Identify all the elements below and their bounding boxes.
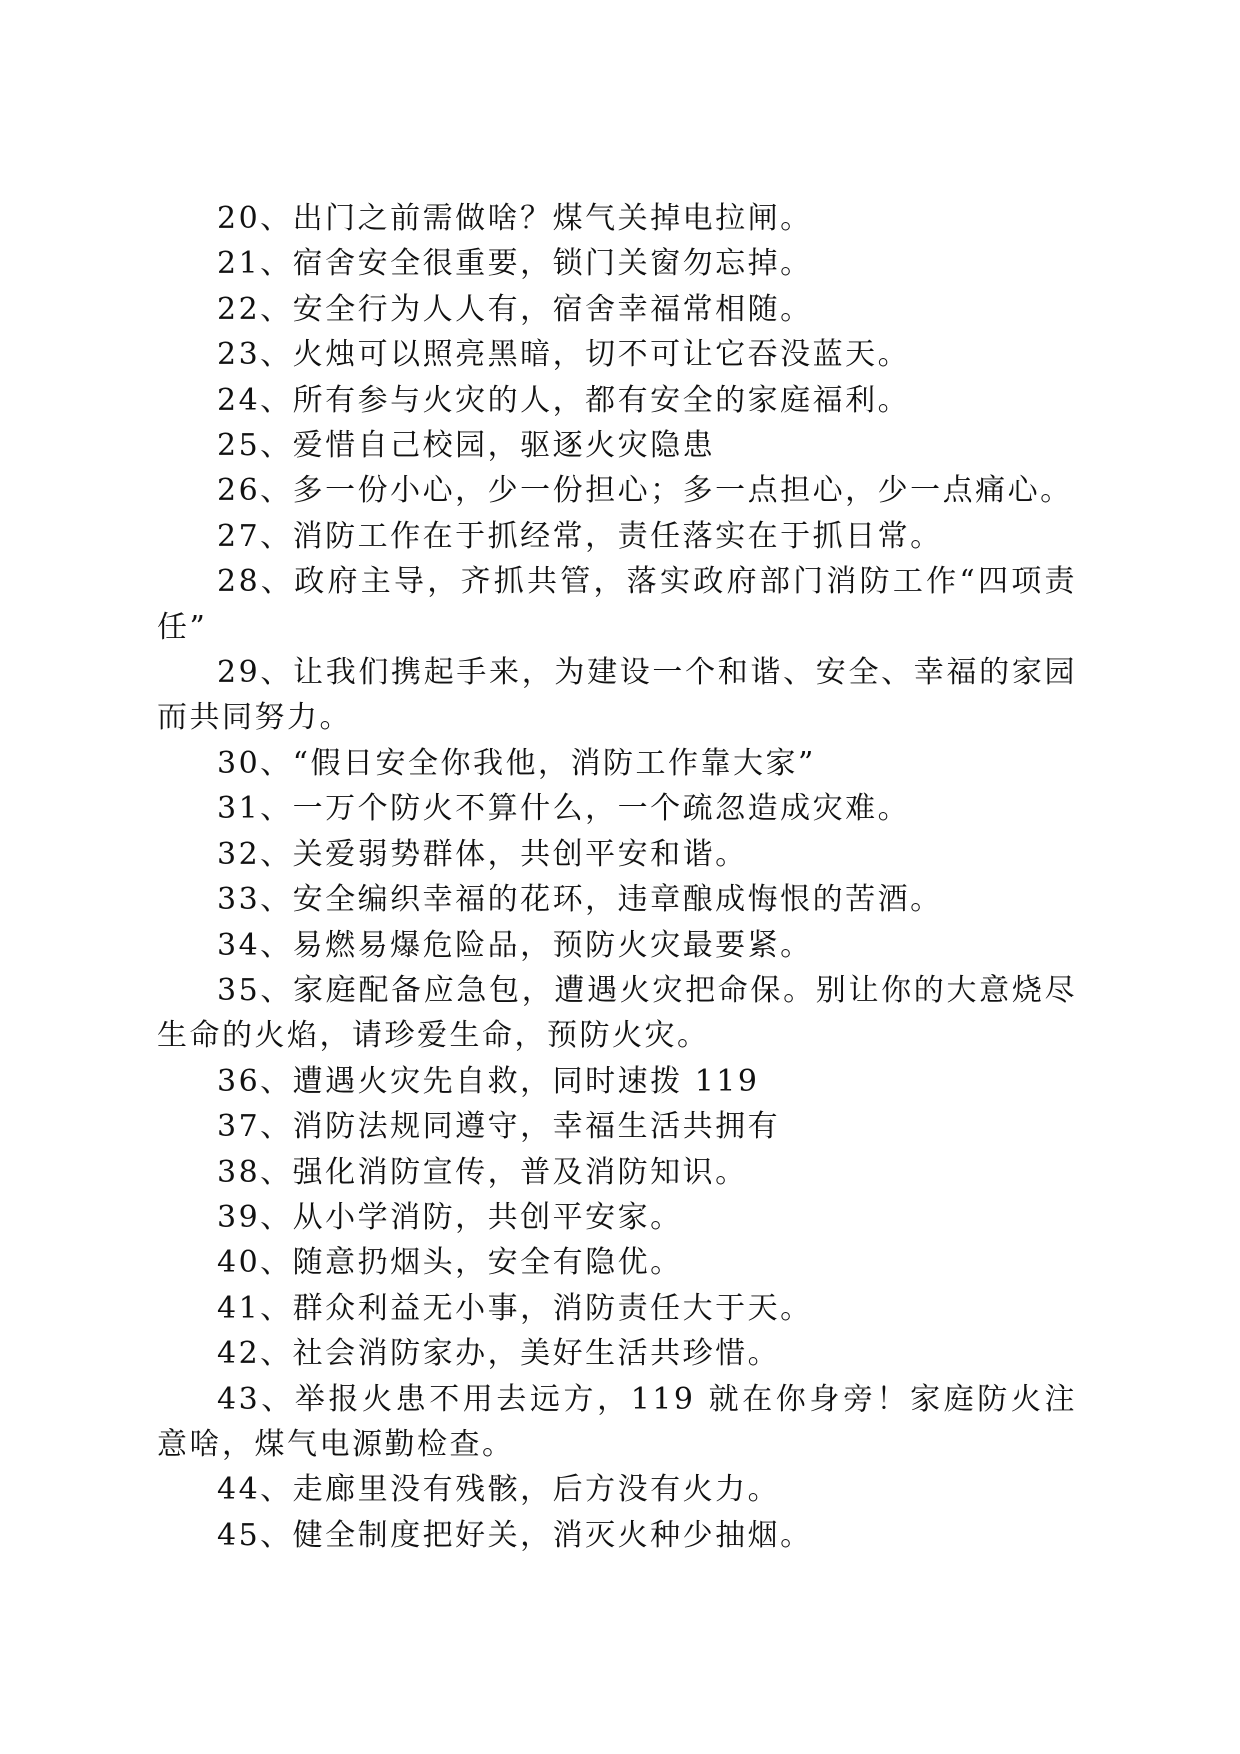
slogan-34: 34、易燃易爆危险品，预防火灾最要紧。 <box>217 927 813 963</box>
slogan-28: 28、政府主导，齐抓共管，落实政府部门消防工作“四项责任” <box>157 564 1077 645</box>
slogan-22: 22、安全行为人人有，宿舍幸福常相随。 <box>217 291 813 327</box>
slogan-35: 35、家庭配备应急包，遭遇火灾把命保。别让你的大意烧尽生命的火焰，请珍爱生命，预防火灾。 <box>157 972 1077 1054</box>
slogan-21: 21、宿舍安全很重要，锁门关窗勿忘掉。 <box>217 246 813 282</box>
slogan-33: 33、安全编织幸福的花环，违章酿成悔恨的苦酒。 <box>217 882 943 918</box>
slogan-25: 25、爱惜自己校园，驱逐火灾隐患 <box>217 428 716 464</box>
slogan-40: 40、随意扔烟头，安全有隐优。 <box>217 1245 683 1281</box>
slogan-32: 32、关爱弱势群体，共创平安和谐。 <box>217 836 748 872</box>
slogan-45: 45、健全制度把好关，消灭火种少抽烟。 <box>217 1517 813 1553</box>
slogan-29: 29、让我们携起手来，为建设一个和谐、安全、幸福的家园而共同努力。 <box>157 655 1077 736</box>
slogan-20: 20、出门之前需做啥？煤气关掉电拉闸。 <box>217 201 813 236</box>
slogan-41: 41、群众利益无小事，消防责任大于天。 <box>217 1290 813 1326</box>
slogan-27: 27、消防工作在于抓经常，责任落实在于抓日常。 <box>217 518 943 554</box>
slogan-37: 37、消防法规同遵守，幸福生活共拥有 <box>217 1109 781 1145</box>
slogan-36: 36、遭遇火灾先自救，同时速拨 119 <box>217 1063 760 1099</box>
slogan-26: 26、多一份小心，少一份担心；多一点担心，少一点痛心。 <box>217 473 1073 509</box>
slogan-38: 38、强化消防宣传，普及消防知识。 <box>217 1154 748 1190</box>
slogan-43: 43、举报火患不用去远方，119 就在你身旁！家庭防火注意啥，煤气电源勤检查。 <box>157 1381 1077 1462</box>
slogan-24: 24、所有参与火灾的人，都有安全的家庭福利。 <box>217 382 911 418</box>
document-body <box>157 196 1077 1558</box>
slogan-42: 42、社会消防家办，美好生活共珍惜。 <box>217 1336 781 1372</box>
slogan-31: 31、一万个防火不算什么，一个疏忽造成灾难。 <box>217 791 911 827</box>
slogan-30: 30、“假日安全你我他，消防工作靠大家” <box>217 745 816 781</box>
slogan-23: 23、火烛可以照亮黑暗，切不可让它吞没蓝天。 <box>217 337 911 373</box>
slogan-44: 44、走廊里没有残骸，后方没有火力。 <box>217 1472 781 1508</box>
slogan-39: 39、从小学消防，共创平安家。 <box>217 1199 683 1235</box>
